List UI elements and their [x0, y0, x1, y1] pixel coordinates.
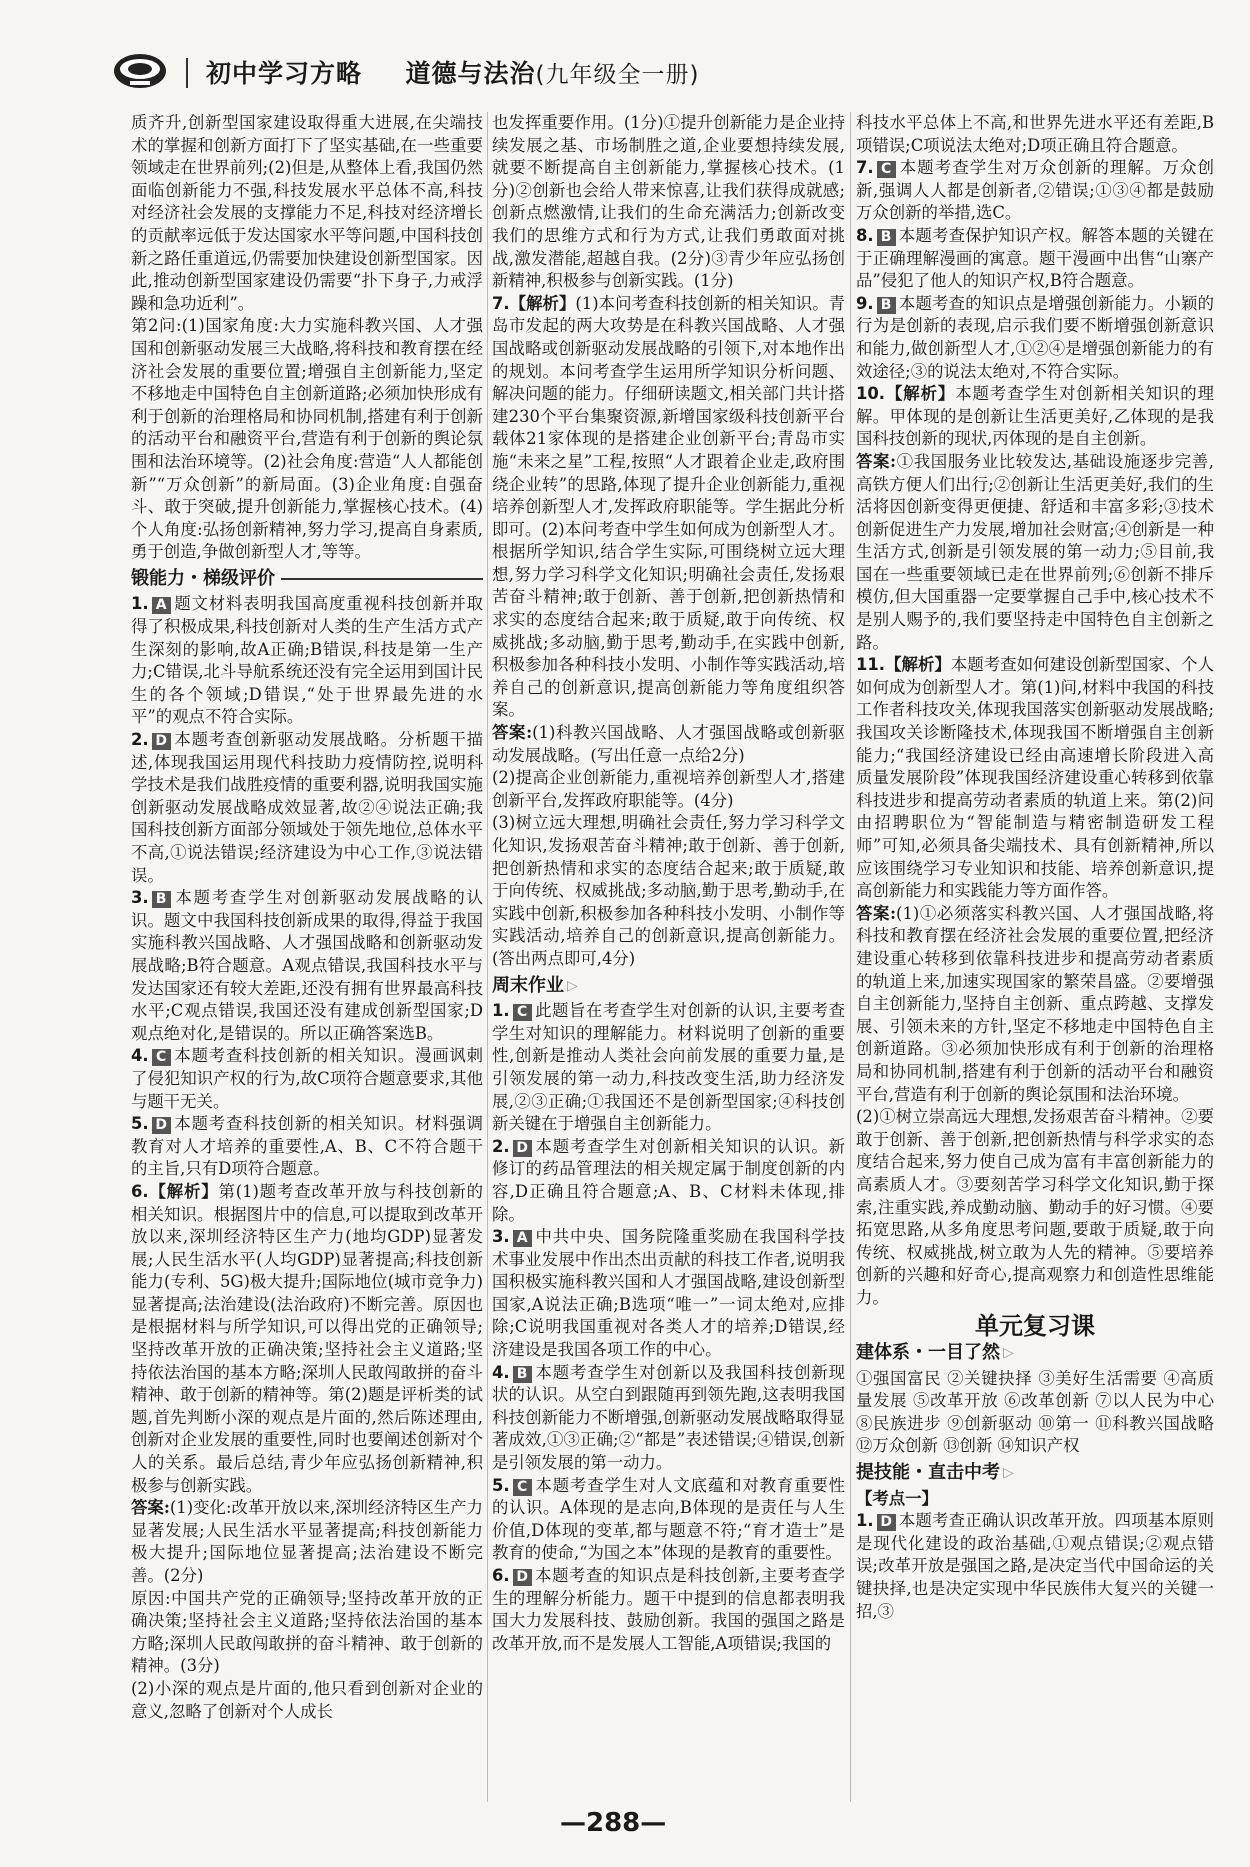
answer-item: 7. C 本题考查学生对万众创新的理解。万众创新,强调人人都是创新者,②错误;①③④都是鼓励万众创新的举措,选C。: [856, 158, 1214, 223]
answer-text: (2)小深的观点是片面的,他只看到创新对企业的意义,忽略了创新对个人成长: [131, 1678, 483, 1721]
kaodian-label: 【考点一】: [856, 1488, 938, 1508]
column-left: [131, 112, 483, 1792]
answer-item: 1. A 题文材料表明我国高度重视科技创新并取得了积极成果,科技创新对人类的生产生活方式产生深刻的影响,故A正确;B错误,科技是第一生产力;C错误,北斗导航系统还没有完全运用到国计民生的各个领域;D错误,“处于世界最先进的水平”的观点不符合实际。: [131, 594, 483, 727]
column-divider: [487, 112, 488, 1802]
answer-text: 原因:中国共产党的正确领导;坚持改革开放的正确决策;坚持社会主义道路;坚持依法治国的基本方略;深圳人民敢闯敢拼的奋斗精神、敢于创新的精神。(3分): [131, 1588, 483, 1676]
answer-item: 5. D 本题考查科技创新的相关知识。材料强调教育对人才培养的重要性,A、B、C不符合题干的主旨,只有D项符合题意。: [131, 1114, 483, 1179]
page-header: [112, 44, 1192, 102]
paragraph: ①强国富民 ②关键抉择 ③美好生活需要 ④高质量发展 ⑤改革开放 ⑥改革创新 ⑦以人民为中心 ⑧民族进步 ⑨创新驱动 ⑩第一 ⑪科教兴国战略 ⑫万众创新 ⑬创新 ⑭知识产权: [856, 1368, 1214, 1456]
answer-item: 9. B 本题考查的知识点是增强创新能力。小颖的行为是创新的表现,启示我们要不断增强创新意识和能力,做创新型人才,①②④是增强创新能力的有效途径;③的说法太绝对,不符合实际。: [856, 293, 1214, 381]
answer-item: 6.【解析】第(1)题考查改革开放与科技创新的相关知识。根据图片中的信息,可以提取到改革开放以来,深圳经济特区生产力(地均GDP)显著发展;人民生活水平(人均GDP)显著提高;科技创新能力(专利、5G)极大提升;国际地位(城市竞争力)显著提高;法治建设(法治政府)不断完善。原因也是根据材料与所学知识,可以得出党的正确领导;坚持改革开放的正确决策;坚持社会主义道路;坚持依法治国的基本方略;深圳人民敢闯敢拼的奋斗精神、敢于创新的精神等。第(2)题是评析类的试题,首先判断小深的观点是片面的,然后陈述理由,创新对企业发展的重要性,同时也要阐述创新对个人的关系。最后总结,青少年应弘扬创新精神,积极参与创新实践。: [131, 1181, 483, 1495]
header-title: [206, 54, 699, 90]
answer-item: 1. D 本题考查正确认识改革开放。四项基本原则是现代化建设的政治基础,①观点错误;②观点错误;改革开放是强国之路,是决定当代中国命运的关键抉择,也是决定实现中华民族伟大复兴的关键一招,③: [856, 1511, 1214, 1621]
answer-item: 3. A 中共中央、国务院隆重奖励在我国科学技术事业发展中作出杰出贡献的科技工作者,说明我国积极实施科教兴国和人才强国战略,建设创新型国家,A说法正确;B选项“唯一”一词太绝对,应排除;C说明我国重视对各类人才的培养;D错误,经济建设是我国各项工作的中心。: [492, 1227, 845, 1360]
answer-item: 10.【解析】本题考查学生对创新相关知识的理解。甲体现的是创新让生活更美好,乙体现的是我国科技创新的现状,丙体现的是自主创新。: [856, 384, 1214, 449]
paragraph: 质齐升,创新型国家建设取得重大进展,在尖端技术的掌握和创新方面打下了坚实基础,在一些重要领域走在世界前列;(2)但是,从整体上看,我国仍然面临创新能力不强,科技发展水平总体不高,科技对经济社会发展的支撑能力不足,科技对经济增长的贡献率远低于发达国家水平等问题,中国科技创新之路任重道远,仍需要加快建设创新型国家。因此,推动创新型国家建设仍需要“扑下身子,力戒浮躁和急功近利”。: [131, 113, 483, 313]
answer-item: 5. C 本题考查学生对人文底蕴和对教育重要性的认识。A体现的是志向,B体现的是责任与人生价值,D体现的变革,都与题意不符;“育才造士”是教育的使命,“为国之本”体现的是教育的重要性。: [492, 1475, 845, 1563]
paragraph: 科技水平总体上不高,和世界先进水平还有差距,B项错误;C项说法太绝对;D项正确且符合题意。: [856, 113, 1214, 155]
section-heading: 锻能力・梯级评价: [131, 568, 483, 591]
column-right: [856, 112, 1214, 1792]
answer-item: 1. C 此题旨在考查学生对创新的认识,主要考查学生对知识的理解能力。材料说明了创新的重要性,创新是推动人类社会向前发展的重要力量,是引领发展的第一动力,科技改变生活,助力经济发展,②③正确;①我国还不是创新型国家;④科技创新关键在于增强自主创新能力。: [492, 1001, 845, 1134]
answer-item: 8. B 本题考查保护知识产权。解答本题的关键在于正确理解漫画的寓意。题干漫画中出售“山寨产品”侵犯了他人的知识产权,B符合题意。: [856, 225, 1214, 291]
answer-item: 6. D 本题考查的知识点是科技创新,主要考查学生的理解分析能力。题干中提到的信息都表明我国大力发展科技、鼓励创新。我国的强国之路是改革开放,而不是发展人工智能,A项错误;我国的: [492, 1566, 845, 1653]
answer-text: (3)树立远大理想,明确社会责任,努力学习科学文化知识,发扬艰苦奋斗精神;敢于创新、善于创新,把创新热情和求实的态度结合起来;敢于质疑,敢于向传统、权威挑战;多动脑,勤于思考,勤动手,在实践中创新,积极参加各种科技小发明、小制作等实践活动,培养自己的创新意识,提高创新能力。(答出两点即可,4分): [492, 813, 845, 968]
answer-item: 7.【解析】(1)本问考查科技创新的相关知识。青岛市发起的两大攻势是在科教兴国战略、人才强国战略或创新驱动发展战略的引领下,对本地作出的规划。本问考查学生运用所学知识分析问题、解决问题的能力。仔细研读题文,相关部门共计搭建230个平台集聚资源,新增国家级科技创新平台载体21家体现的是搭建企业创新平台;青岛市实施“未来之星”工程,按照“人才跟着企业走,政府围绕企业转”的思路,体现了提升企业创新能力,重视培养创新型人才,发挥政府职能等。学生据此分析即可。(2)本问考查中学生如何成为创新型人才。根据所学知识,结合学生实际,可围绕树立远大理想,努力学习科学文化知识;明确社会责任,发扬艰苦奋斗精神;敢于创新、善于创新,把创新热情和求实的态度结合起来;敢于质疑,敢于向传统、权威挑战;多动脑,勤于思考,勤动手,在实践中创新,积极参加各种科技小发明、小制作等实践活动,培养自己的创新意识,提高创新能力等角度组织答案。: [492, 293, 845, 720]
answer-text: 答案:①我国服务业比较发达,基础设施逐步完善,高铁方便人们出行;②创新让生活更美好,我们的生活将因创新变得更便捷、舒适和丰富多彩;③技术创新促进生产力发展,增加社会财富;④创新是一种生活方式,创新是引领发展的第一动力;⑤目前,我国在一些重要领域已走在世界前列;⑥创新不排斥模仿,但大国重器一定要掌握自己手中,核心技术不是别人赐予的,我们要坚持走中国特色自主创新之路。: [856, 451, 1214, 652]
answer-text: (2)提高企业创新能力,重视培养创新型人才,搭建创新平台,发挥政府职能等。(4分): [492, 768, 845, 810]
answer-item: 2. D 本题考查创新驱动发展战略。分析题干描述,体现我国运用现代科技助力疫情防控,说明科学技术是我们战胜疫情的重要利器,说明我国实施创新驱动发展战略成效显著,故②④说法正确;我国科技创新方面部分领域处于领先地位,总体水平不高,①说法错误;经济建设为中心工作,③说法错误。: [131, 730, 483, 885]
answer-text: 答案:(1)①必须落实科教兴国、人才强国战略,将科技和教育摆在经济社会发展的重要位置,把经济建设重心转移到依靠科技进步和提高劳动者素质的轨道上来,加速实现国家的繁荣昌盛。②要增强自主创新能力,坚持自主创新、重点跨越、支撑发展、引领未来的方针,坚定不移地走中国特色自主创新道路。③必须加快形成有利于创新的治理格局和协同机制,搭建有利于创新的活动平台和融资平台,营造有利于创新的舆论氛围和法治环境。: [856, 903, 1214, 1104]
header-divider: [186, 58, 188, 88]
answer-item: 4. C 本题考查科技创新的相关知识。漫画讽刺了侵犯知识产权的行为,故C项符合题意要求,其他与题干无关。: [131, 1046, 483, 1111]
paragraph: 第2问:(1)国家角度:大力实施科教兴国、人才强国和创新驱动发展三大战略,将科技和教育摆在经济社会发展的重要位置;增强自主创新能力,坚定不移地走中国特色自主创新道路;必须加快形成有利于创新的治理格局和协同机制,搭建有利于创新的活动平台和融资平台,营造有利于创新的舆论氛围和法治环境等。(2)社会角度:营造“人人都能创新”“万众创新”的新局面。(3)企业角度:自强奋斗、敢于突破,提升创新能力,掌握核心技术。(4)个人角度:弘扬创新精神,努力学习,提高自身素质,勇于创造,争做创新型人才,等等。: [131, 316, 483, 562]
column-middle: [492, 112, 845, 1792]
answer-item: 11.【解析】本题考查如何建设创新型国家、个人如何成为创新型人才。第(1)问,材料中我国的科技工作者科技攻关,体现我国落实创新驱动发展战略;我国攻关诊断隆技术,体现我国不断增强自主创新能力;“我国经济建设已经由高速增长阶段进入高质量发展阶段”体现我国经济建设重心转移到依靠科技进步和提高劳动者素质的轨道上来。第(2)问由招聘职位为“智能制造与精密制造研发工程师”可知,必须具备尖端技术、具有创新精神,所以应该围绕学习专业知识和技能、培养创新意识,提高创新能力和实践能力等方面作答。: [856, 655, 1214, 901]
answer-item: 4. B 本题考查学生对创新以及我国科技创新现状的认识。从空白到跟随再到领先跑,这表明我国科技创新能力不断增强,创新驱动发展战略取得显著成效,①③正确;②“都是”表述错误;④错误,创新是引领发展的第一动力。: [492, 1362, 845, 1473]
series-name: 初中学习方略: [206, 59, 363, 88]
grade-label: (九年级全一册): [535, 62, 700, 88]
answer-text: (2)①树立崇高远大理想,发扬艰苦奋斗精神。②要敢于创新、善于创新,把创新热情与科学求实的态度结合起来,努力使自己成为富有丰富创新能力的高素质人才。③要刻苦学习科学文化知识,勤于探索,注重实践,养成勤动脑、勤动手的好习惯。④要拓宽思路,从多角度思考问题,要敢于质疑,敢于向传统、权威挑战,树立敢为人先的精神。⑤要培养创新的兴趣和好奇心,提高观察力和创造性思维能力。: [856, 1107, 1214, 1307]
column-divider: [850, 112, 851, 1802]
section-heading: 建体系・一目了然 ▷: [856, 1342, 1014, 1364]
unit-review-title: 单元复习课: [975, 1312, 1095, 1341]
section-heading: 周末作业 ▷: [492, 974, 578, 996]
answer-text: 答案:(1)变化:改革开放以来,深圳经济特区生产力显著发展;人民生活水平显著提高;科技创新能力极大提升;国际地位显著提高;法治建设不断完善。(2分): [131, 1498, 483, 1585]
subject-name: 道德与法治: [405, 59, 536, 88]
publisher-logo-icon: [112, 52, 168, 90]
section-heading: 提技能・直击中考 ▷: [856, 1462, 1014, 1484]
answer-text: 答案:(1)科教兴国战略、人才强国战略或创新驱动发展战略。(写出任意一点给2分): [492, 723, 845, 765]
answer-item: 3. B 本题考查学生对创新驱动发展战略的认识。题文中我国科技创新成果的取得,得益于我国实施科教兴国战略、人才强国战略和创新驱动发展战略;B符合题意。A观点错误,我国科技水平与发达国家还有较大差距,还没有拥有世界最高科技水平;C观点错误,我国还没有建成创新型国家;D观点绝对化,是错误的。所以正确答案选B。: [131, 888, 483, 1043]
answer-item: 2. D 本题考查学生对创新相关知识的认识。新修订的药品管理法的相关规定属于制度创新的内容,D正确且符合题意;A、B、C材料未体现,排除。: [492, 1136, 845, 1224]
page-number: —288—: [560, 1808, 667, 1838]
paragraph: 也发挥重要作用。(1分)①提升创新能力是企业持续发展之基、市场制胜之道,企业要想持续发展,就要不断提高自主创新能力,掌握核心技术。(1分)②创新也会给人带来惊喜,让我们获得成就感;创新点燃激情,让我们的生命充满活力;创新改变我们的思维方式和行为方式,让我们勇敢面对挑战,激发潜能,超越自我。(2分)③青少年应弘扬创新精神,积极参与创新实践。(1分): [492, 113, 845, 291]
